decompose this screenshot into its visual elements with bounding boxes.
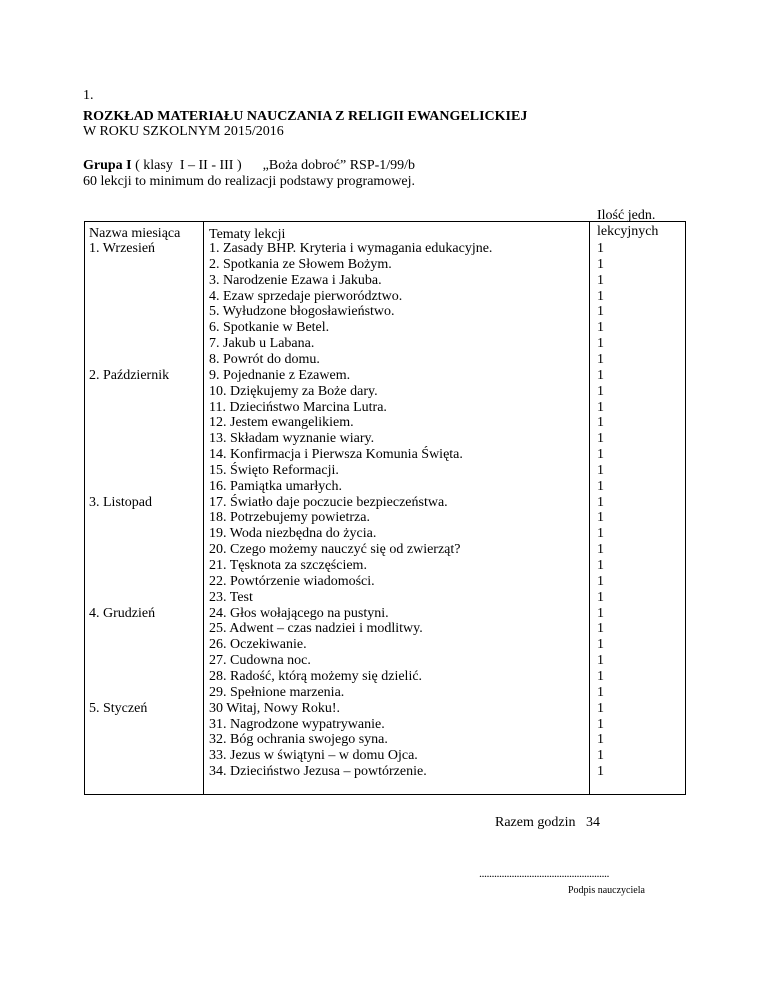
units-row: 1 — [597, 367, 604, 383]
units-row: 1 — [597, 447, 604, 463]
units-row: 1 — [597, 494, 604, 510]
units-header-line2: lekcyjnych — [597, 224, 659, 239]
topic-row: 15. Święto Reformacji. — [209, 462, 339, 478]
topic-row: 22. Powtórzenie wiadomości. — [209, 573, 375, 589]
month-name: 3. Listopad — [89, 494, 152, 510]
units-row: 1 — [597, 716, 604, 732]
topic-row: 18. Potrzebujemy powietrza. — [209, 510, 370, 526]
units-row: 1 — [597, 684, 604, 700]
group-label: Grupa I — [83, 158, 132, 173]
units-row: 1 — [597, 510, 604, 526]
units-row: 1 — [597, 272, 604, 288]
topic-row: 29. Spełnione marzenia. — [209, 684, 345, 700]
topic-row: 12. Jestem ewangelikiem. — [209, 415, 354, 431]
topic-row: 31. Nagrodzone wypatrywanie. — [209, 716, 385, 732]
topic-row: 2. Spotkania ze Słowem Bożym. — [209, 256, 392, 272]
topic-row: 6. Spotkanie w Betel. — [209, 320, 330, 336]
units-row: 1 — [597, 415, 604, 431]
units-row: 1 — [597, 605, 604, 621]
topics-header: Tematy lekcji — [209, 227, 286, 242]
units-row: 1 — [597, 351, 604, 367]
units-row: 1 — [597, 256, 604, 272]
units-row: 1 — [597, 637, 604, 653]
total-value: 34 — [585, 815, 600, 830]
units-header-line1: Ilość jedn. — [597, 208, 656, 223]
topic-row: 14. Konfirmacja i Pierwsza Komunia Święta. — [209, 447, 463, 463]
topic-row: 30 Witaj, Nowy Roku!. — [209, 700, 341, 716]
topic-row: 26. Oczekiwanie. — [209, 637, 307, 653]
units-row: 1 — [597, 748, 604, 764]
units-row: 1 — [597, 526, 604, 542]
topic-row: 8. Powrót do domu. — [209, 351, 320, 367]
page-number: 1. — [83, 88, 94, 103]
units-row: 1 — [597, 668, 604, 684]
topic-row: 25. Adwent – czas nadziei i modlitwy. — [209, 621, 423, 637]
month-name: 2. Październik — [89, 367, 170, 383]
units-row: 1 — [597, 304, 604, 320]
topic-row: 17. Światło daje poczucie bezpieczeństwa. — [209, 494, 448, 510]
month-name: 5. Styczeń — [89, 700, 148, 716]
topic-row: 33. Jezus w świątyni – w domu Ojca. — [209, 748, 418, 764]
month-header: Nazwa miesiąca — [89, 226, 181, 241]
units-row: 1 — [597, 621, 604, 637]
topic-row: 1. Zasady BHP. Kryteria i wymagania edukacyjne. — [209, 241, 493, 256]
units-row: 1 — [597, 478, 604, 494]
topics-column — [204, 222, 590, 794]
topic-row: 23. Test — [209, 589, 253, 605]
units-row: 1 — [597, 700, 604, 716]
topic-row: 27. Cudowna noc. — [209, 653, 311, 669]
month-column — [85, 222, 204, 794]
units-row: 1 — [597, 573, 604, 589]
topic-row: 11. Dzieciństwo Marcina Lutra. — [209, 399, 387, 415]
units-row: 1 — [597, 383, 604, 399]
units-row: 1 — [597, 288, 604, 304]
topic-row: 3. Narodzenie Ezawa i Jakuba. — [209, 272, 382, 288]
topic-row: 16. Pamiątka umarłych. — [209, 478, 342, 494]
units-column — [590, 208, 685, 794]
units-header — [597, 208, 658, 240]
topic-row: 20. Czego możemy nauczyć się od zwierząt? — [209, 542, 461, 558]
group-details: ( klasy I – II - III ) „Boża dobroć” RSP-1/99/b — [131, 158, 416, 173]
topic-row: 13. Składam wyznanie wiary. — [209, 431, 375, 447]
signature-line: .................................................... — [479, 866, 609, 880]
units-row: 1 — [597, 542, 604, 558]
units-row: 1 — [597, 589, 604, 605]
units-row: 1 — [597, 431, 604, 447]
document-subtitle: W ROKU SZKOLNYM 2015/2016 — [83, 124, 284, 139]
units-row: 1 — [597, 336, 604, 352]
topic-row: 32. Bóg ochrania swojego syna. — [209, 732, 388, 748]
topic-row: 34. Dzieciństwo Jezusa – powtórzenie. — [209, 764, 427, 780]
units-row: 1 — [597, 241, 604, 256]
units-row: 1 — [597, 764, 604, 780]
units-row: 1 — [597, 399, 604, 415]
topic-row: 4. Ezaw sprzedaje pierworództwo. — [209, 288, 403, 304]
signature-label: Podpis nauczyciela — [568, 885, 645, 896]
month-name: 4. Grudzień — [89, 605, 156, 621]
topic-row: 10. Dziękujemy za Boże dary. — [209, 383, 378, 399]
units-row: 1 — [597, 558, 604, 573]
total-label: Razem godzin — [495, 815, 576, 830]
units-row: 1 — [597, 732, 604, 748]
topic-row: 28. Radość, którą możemy się dzielić. — [209, 668, 423, 684]
month-name: 1. Wrzesień — [89, 241, 156, 256]
topic-row: 5. Wyłudzone błogosławieństwo. — [209, 304, 395, 320]
minimum-note: 60 lekcji to minimum do realizacji podstawy programowej. — [83, 174, 416, 189]
topic-row: 9. Pojednanie z Ezawem. — [209, 367, 351, 383]
units-row: 1 — [597, 320, 604, 336]
topic-row: 19. Woda niezbędna do życia. — [209, 526, 377, 542]
lesson-plan-table — [84, 208, 686, 795]
units-row: 1 — [597, 653, 604, 669]
topic-row: 24. Głos wołającego na pustyni. — [209, 605, 389, 621]
topic-row: 21. Tęsknota za szczęściem. — [209, 558, 367, 573]
total-hours — [495, 815, 600, 831]
units-row: 1 — [597, 462, 604, 478]
document-title: ROZKŁAD MATERIAŁU NAUCZANIA Z RELIGII EWANGELICKIEJ — [83, 109, 528, 124]
group-line — [83, 158, 415, 174]
topic-row: 7. Jakub u Labana. — [209, 336, 315, 352]
